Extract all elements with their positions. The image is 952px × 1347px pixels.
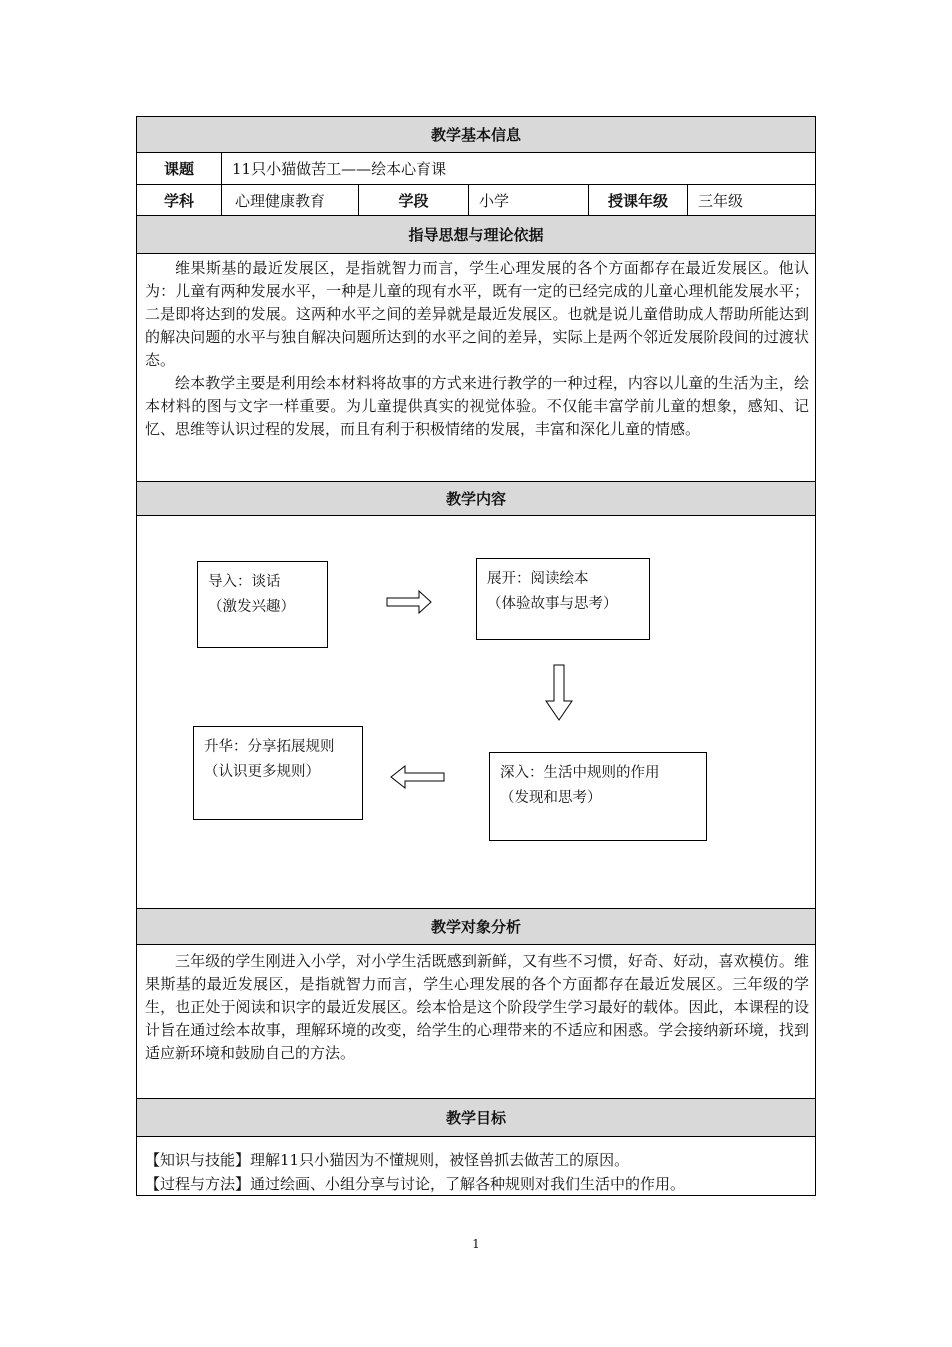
goal-text: 通过绘画、小组分享与讨论，了解各种规则对我们生活中的作用。 <box>250 1175 686 1193</box>
topic-value: 11只小猫做苦工——绘本心育课 <box>232 160 447 178</box>
subject-label: 学科 <box>163 191 194 210</box>
arrow-down-icon <box>545 663 575 723</box>
flow-step-title: 升华：分享拓展规则 <box>204 739 335 755</box>
goal-item <box>145 1172 685 1196</box>
flow-step-note: （认识更多规则） <box>204 764 320 780</box>
arrow-left-icon <box>389 764 447 790</box>
flow-step-deepen <box>489 752 707 841</box>
flow-step-title: 导入：谈话 <box>208 574 281 590</box>
section-header-goals: 教学目标 <box>137 1099 815 1137</box>
stage-value: 小学 <box>479 191 510 210</box>
grade-value: 三年级 <box>698 191 744 210</box>
stage-label: 学段 <box>398 191 429 210</box>
page-number: 1 <box>472 1237 480 1251</box>
section-header-basic-info: 教学基本信息 <box>137 117 815 153</box>
flow-step-develop <box>476 558 650 640</box>
section-header-students: 教学对象分析 <box>137 909 815 945</box>
flow-step-note: （激发兴趣） <box>208 599 295 615</box>
flow-step-sublimate <box>193 726 363 820</box>
flow-step-title: 展开：阅读绘本 <box>487 571 589 587</box>
flow-step-note: （体验故事与思考） <box>487 596 618 612</box>
flow-step-title: 深入：生活中规则的作用 <box>500 765 660 781</box>
goal-label: 【过程与方法】 <box>145 1175 251 1193</box>
section-header-theory: 指导思想与理论依据 <box>137 216 815 254</box>
theory-paragraph: 绘本教学主要是利用绘本材料将故事的方式来进行教学的一种过程，内容以儿童的生活为主，绘本材料的图与文字一样重要。为儿童提供真实的视觉体验。不仅能丰富学前儿童的想象，感知、记忆、思维等认识过程的发展，而且有利于积极情绪的发展，丰富和深化儿童的情感。 <box>145 374 809 438</box>
arrow-right-icon <box>385 589 435 615</box>
flow-step-note: （发现和思考） <box>500 790 602 806</box>
goal-label: 【知识与技能】 <box>145 1151 251 1169</box>
flow-step-intro <box>197 561 328 648</box>
topic-label: 课题 <box>163 160 194 178</box>
lesson-plan-table <box>136 116 816 1196</box>
grade-label: 授课年级 <box>607 191 668 210</box>
subject-value: 心理健康教育 <box>235 191 326 210</box>
theory-paragraph: 维果斯基的最近发展区，是指就智力而言，学生心理发展的各个方面都存在最近发展区。他认为：儿童有两种发展水平，一种是儿童的现有水平，既有一定的已经完成的儿童心理机能发展水平；二是即将达到的发展。这两种水平之间的差异就是最近发展区。也就是说儿童借助成人帮助所能达到的解决问题的水平与独自解决问题所达到的水平之间的差异，实际上是两个邻近发展阶段间的过渡状态。 <box>145 259 809 369</box>
students-paragraph: 三年级的学生刚进入小学，对小学生活既感到新鲜，又有些不习惯，好奇、好动，喜欢模仿。维果斯基的最近发展区，是指就智力而言，学生心理发展的各个方面都存在最近发展区。三年级的学生，也正处于阅读和识字的最近发展区。绘本恰是这个阶段学生学习最好的载体。因此，本课程的设计旨在通过绘本故事，理解环境的改变，给学生的心理带来的不适应和困惑。学会接纳新环境，找到适应新环境和鼓励自己的方法。 <box>145 952 809 1062</box>
goal-text: 理解11只小猫因为不懂规则，被怪兽抓去做苦工的原因。 <box>250 1151 630 1169</box>
goal-item <box>145 1148 629 1172</box>
section-header-content: 教学内容 <box>137 482 815 516</box>
